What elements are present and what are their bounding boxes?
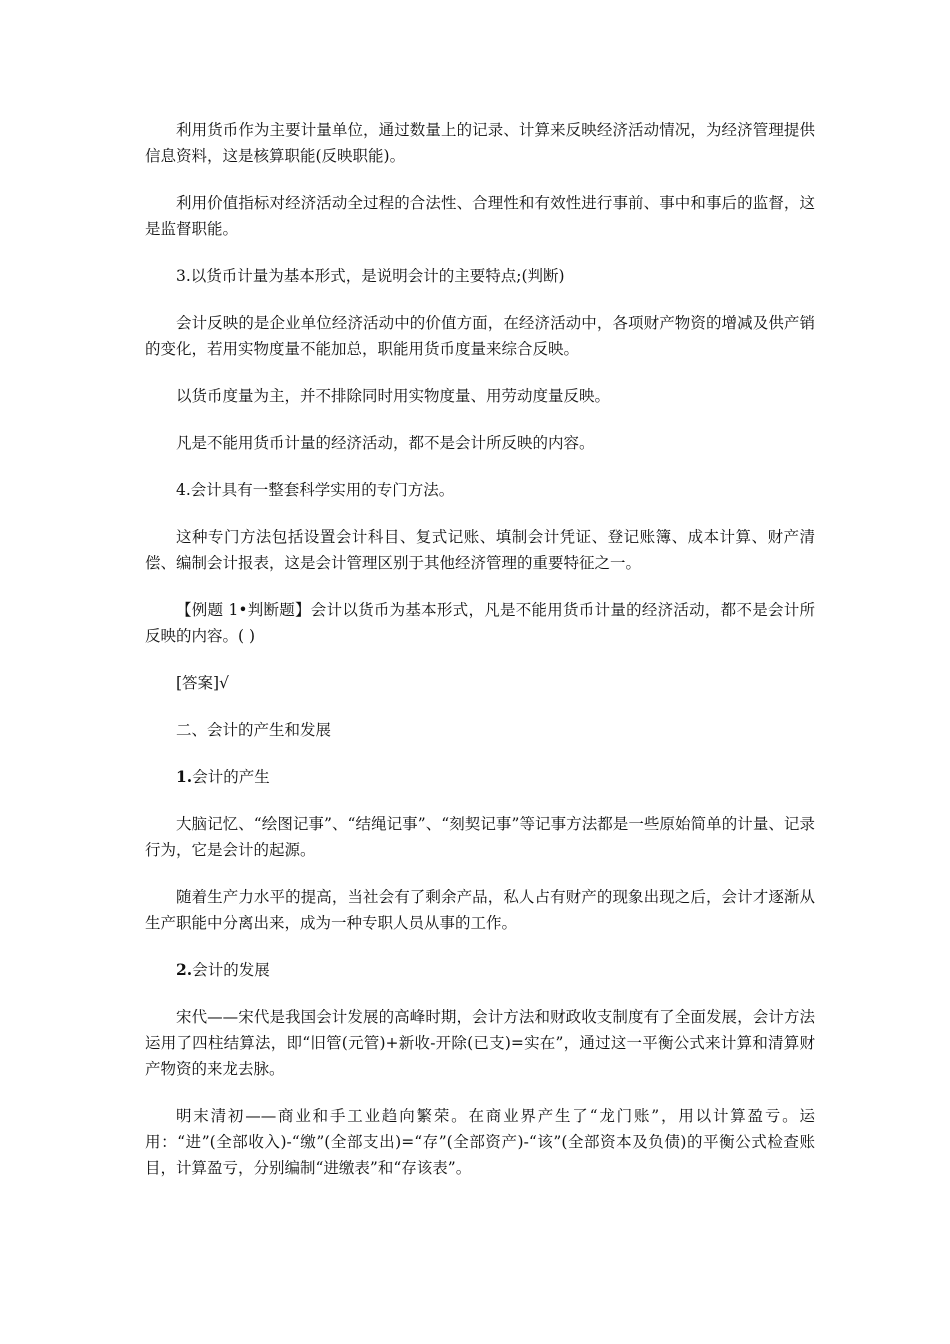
subheading-number: 1. xyxy=(176,767,193,786)
paragraph-productivity: 随着生产力水平的提高，当社会有了剩余产品，私人占有财产的现象出现之后，会计才逐渐从生产职能中分离出来，成为一种专职人员从事的工作。 xyxy=(145,888,815,932)
subheading-number: 2. xyxy=(176,960,193,979)
subheading-text: 会计的发展 xyxy=(192,961,270,979)
section-heading-origin-development: 二、会计的产生和发展 xyxy=(176,721,332,739)
paragraph-accounting-function: 利用货币作为主要计量单位，通过数量上的记录、计算来反映经济活动情况，为经济管理提供信息资料，这是核算职能(反映职能)。 xyxy=(145,121,815,165)
paragraph-supervision-function: 利用价值指标对经济活动全过程的合法性、合理性和有效性进行事前、事中和事后的监督，这是监督职能。 xyxy=(145,194,815,238)
paragraph-point-4: 4.会计具有一整套科学实用的专门方法。 xyxy=(176,481,455,499)
paragraph-special-methods: 这种专门方法包括设置会计科目、复式记账、填制会计凭证、登记账簿、成本计算、财产清偿、编制会计报表，这是会计管理区别于其他经济管理的重要特征之一。 xyxy=(145,528,815,572)
paragraph-song-dynasty: 宋代——宋代是我国会计发展的高峰时期，会计方法和财政收支制度有了全面发展，会计方法运用了四柱结算法，即“旧管(元管)+新收-开除(已支)=实在”，通过这一平衡公式来计算和清算财产物资的来龙去脉。 xyxy=(145,1008,815,1078)
subheading-development xyxy=(145,957,815,983)
paragraph-ming-qing: 明末清初——商业和手工业趋向繁荣。在商业界产生了“龙门账”，用以计算盈亏。运用：“进”(全部收入)-“缴”(全部支出)=“存”(全部资产)-“该”(全部资本及负债)的平衡公式检查账目，计算盈亏，分别编制“进缴表”和“存该表”。 xyxy=(145,1107,815,1177)
subheading-text: 会计的产生 xyxy=(192,768,270,786)
paragraph-value-aspect: 会计反映的是企业单位经济活动中的价值方面，在经济活动中，各项财产物资的增减及供产销的变化，若用实物度量不能加总，职能用货币度量来综合反映。 xyxy=(145,314,815,358)
paragraph-answer: [答案]√ xyxy=(176,674,229,692)
paragraph-point-3: 3.以货币计量为基本形式，是说明会计的主要特点;(判断) xyxy=(176,267,565,285)
paragraph-origin-methods: 大脑记忆、“绘图记事”、“结绳记事”、“刻契记事”等记事方法都是一些原始简单的计量、记录行为，它是会计的起源。 xyxy=(145,815,815,859)
paragraph-currency-measure: 以货币度量为主，并不排除同时用实物度量、用劳动度量反映。 xyxy=(176,387,611,405)
document-body xyxy=(145,117,815,1202)
paragraph-non-currency: 凡是不能用货币计量的经济活动，都不是会计所反映的内容。 xyxy=(176,434,595,452)
paragraph-example-question: 【例题 1•判断题】会计以货币为基本形式，凡是不能用货币计量的经济活动，都不是会计所反映的内容。( ) xyxy=(145,601,815,645)
subheading-origin xyxy=(145,764,815,790)
